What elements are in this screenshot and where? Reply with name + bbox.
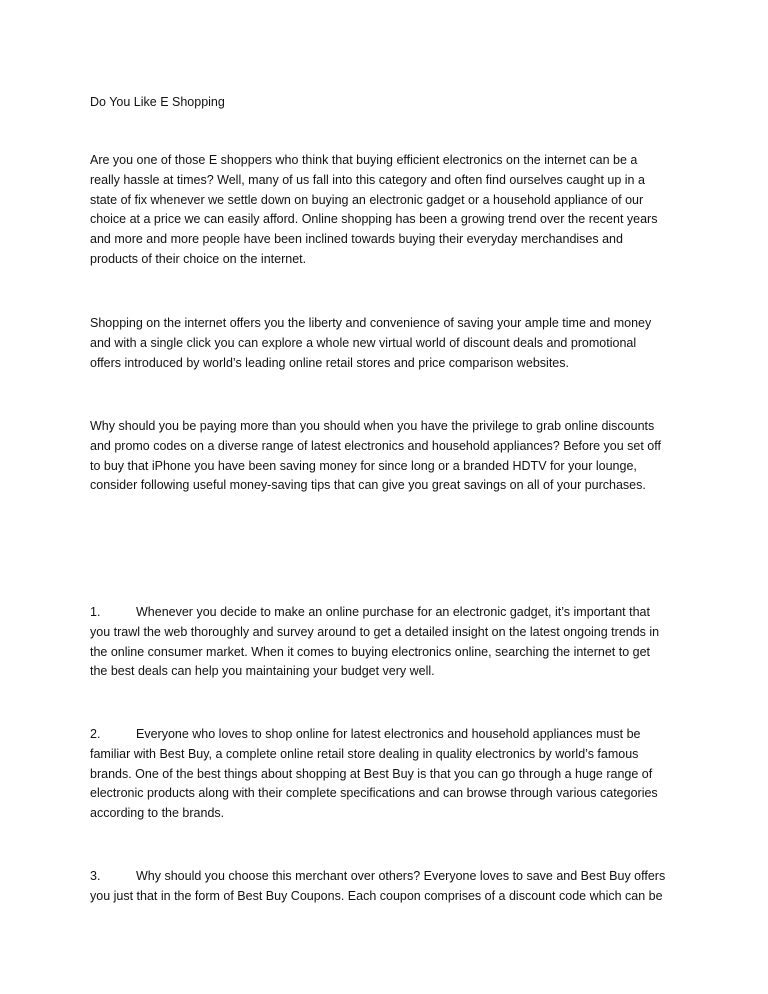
text-line: electronic products along with their complete specifications and can browse through various categories [90, 786, 658, 801]
text-line: offers introduced by world’s leading online retail stores and price comparison websites. [90, 355, 569, 370]
tip-number: 2. [90, 727, 101, 741]
text-line: familiar with Best Buy, a complete online retail store dealing in quality electronics by world’s famous [90, 746, 639, 761]
text-line: you just that in the form of Best Buy Coupons. Each coupon comprises of a discount code which can be [90, 888, 663, 903]
text-line [90, 867, 690, 887]
text-line: brands. One of the best things about shopping at Best Buy is that you can go through a huge range of [90, 766, 653, 781]
text-line: the online consumer market. When it comes to buying electronics online, searching the internet to get [90, 644, 651, 659]
text-line: really hassle at times? Well, many of us fall into this category and often find ourselves caught up in a [90, 172, 645, 187]
tip-text: Whenever you decide to make an online purchase for an electronic gadget, it’s important that [136, 605, 650, 619]
text-line [90, 603, 690, 623]
text-line: products of their choice on the internet. [90, 251, 307, 266]
text-line [90, 725, 690, 745]
text-line: the best deals can help you maintaining your budget very well. [90, 664, 435, 679]
tip-1 [90, 603, 690, 682]
text-line: state of fix whenever we settle down on buying an electronic gadget or a household appliance of our [90, 192, 644, 207]
text-line: choice at a price we can easily afford. Online shopping has been a growing trend over the recent years [90, 212, 658, 227]
intro-paragraph [90, 151, 690, 270]
text-line: consider following useful money-saving tips that can give you great savings on all of your purchases. [90, 478, 646, 493]
text-line: and promo codes on a diverse range of latest electronics and household appliances? Before you set off [90, 438, 661, 453]
tip-number: 3. [90, 869, 101, 883]
text-line: you trawl the web thoroughly and survey around to get a detailed insight on the latest ongoing trends in [90, 624, 660, 639]
tip-2 [90, 725, 690, 824]
tip-text: Everyone who loves to shop online for latest electronics and household appliances must be [136, 727, 641, 741]
text-line: to buy that iPhone you have been saving money for since long or a branded HDTV for your lounge, [90, 458, 637, 473]
tip-3 [90, 867, 690, 907]
text-line: and with a single click you can explore a whole new virtual world of discount deals and promotional [90, 335, 637, 350]
document-title: Do You Like E Shopping [90, 95, 225, 109]
shopping-paragraph [90, 314, 690, 373]
text-line: Shopping on the internet offers you the liberty and convenience of saving your ample time and money [90, 316, 652, 330]
savings-paragraph [90, 417, 690, 496]
text-line: and more and more people have been inclined towards buying their everyday merchandises and [90, 232, 623, 247]
tip-number: 1. [90, 605, 101, 619]
tip-text: Why should you choose this merchant over others? Everyone loves to save and Best Buy offers [136, 869, 666, 883]
text-line: according to the brands. [90, 806, 225, 821]
text-line: Why should you be paying more than you should when you have the privilege to grab online discounts [90, 419, 655, 433]
text-line: Are you one of those E shoppers who think that buying efficient electronics on the internet can be a [90, 153, 638, 167]
